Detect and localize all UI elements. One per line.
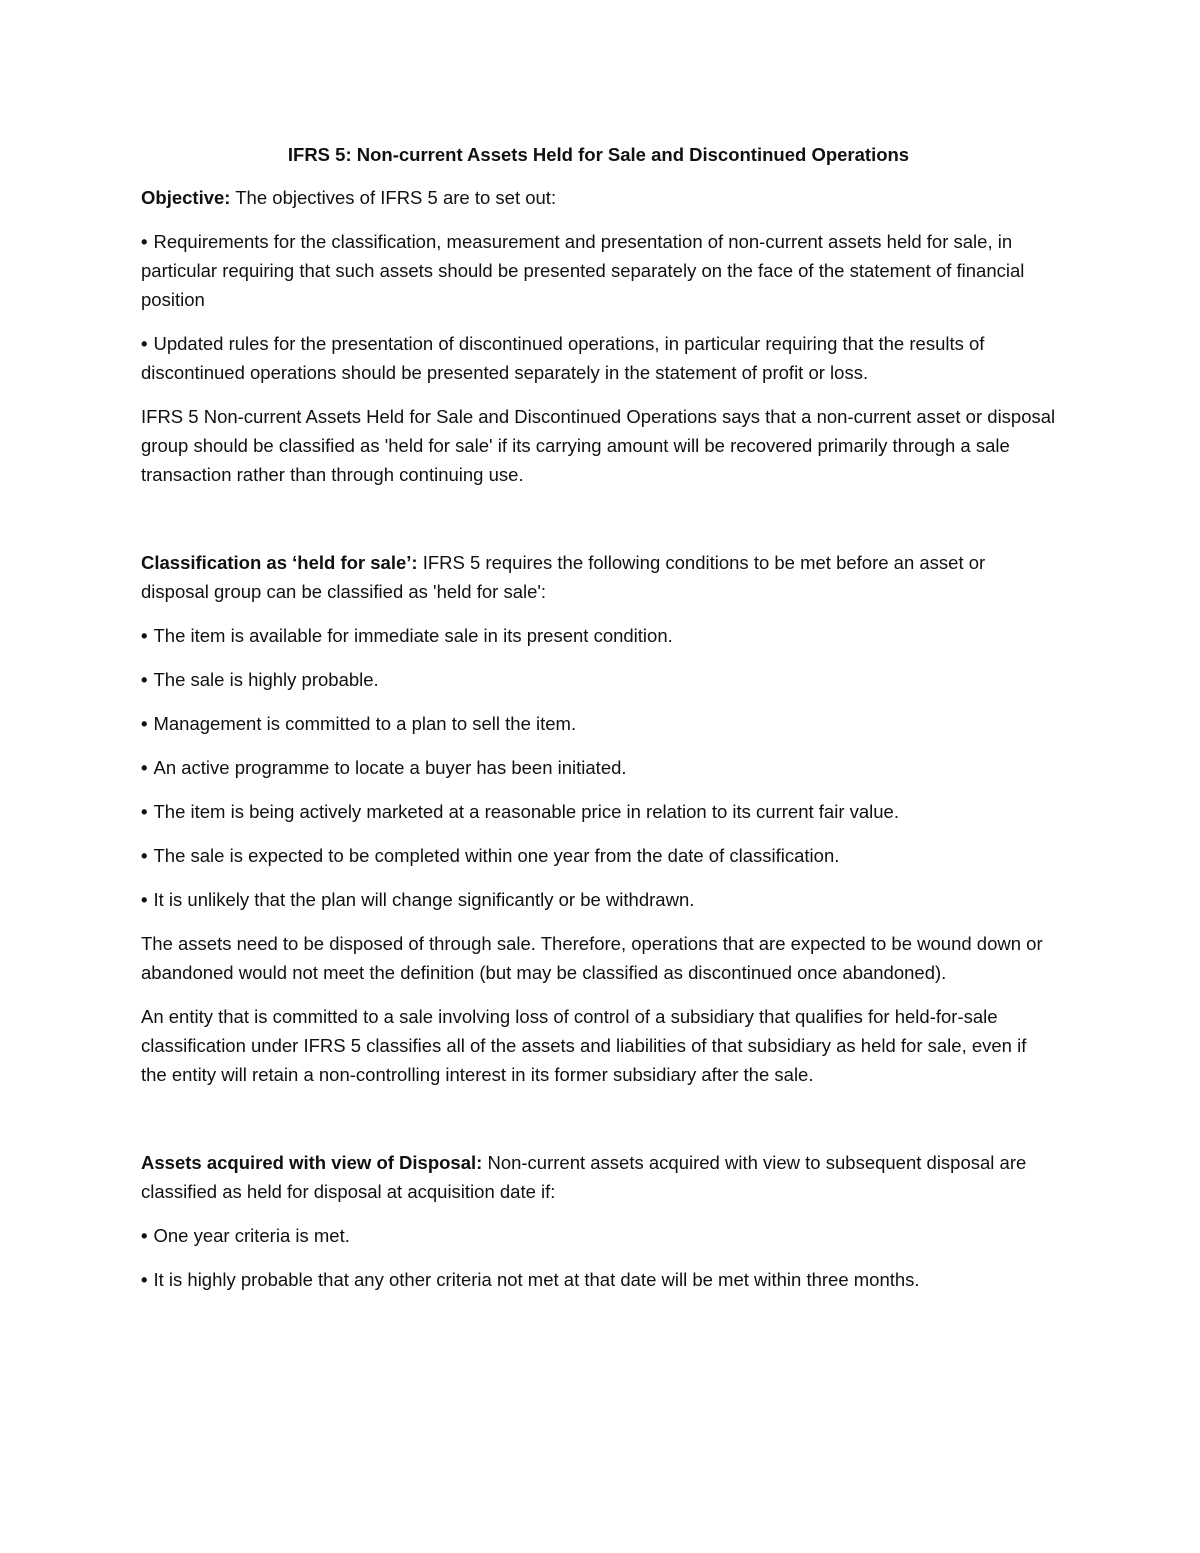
classification-intro xyxy=(141,548,1056,606)
classification-bullet-1: • The item is available for immediate sale in its present condition. xyxy=(141,621,1056,650)
document-title: IFRS 5: Non-current Assets Held for Sale and Discontinued Operations xyxy=(287,144,910,165)
classification-bullet-7: • It is unlikely that the plan will change significantly or be withdrawn. xyxy=(141,885,1056,914)
acquired-bullet-1: • One year criteria is met. xyxy=(141,1221,1056,1250)
document-page xyxy=(141,140,1056,1309)
classification-bullet-2: • The sale is highly probable. xyxy=(141,665,1056,694)
classification-paragraph-1: The assets need to be disposed of through sale. Therefore, operations that are expected to be wound down or abandoned would not meet the definition (but may be classified as discontinued once abandoned). xyxy=(141,933,1043,983)
objective-bullet-1: • Requirements for the classification, measurement and presentation of non-current assets held for sale, in particular requiring that such assets should be presented separately on the face of the statement of financial position xyxy=(141,227,1056,314)
section-spacer xyxy=(141,504,1056,548)
objective-intro xyxy=(141,183,1056,212)
objective-bullet-2: • Updated rules for the presentation of discontinued operations, in particular requiring that the results of discontinued operations should be presented separately in the statement of profit or loss. xyxy=(141,329,1056,387)
acquired-label: Assets acquired with view of Disposal: xyxy=(141,1152,483,1173)
classification-paragraph-2: An entity that is committed to a sale involving loss of control of a subsidiary that qualifies for held-for-sale classification under IFRS 5 classifies all of the assets and liabilities of that subsidiary as held for sale, even if the entity will retain a non-controlling interest in its former subsidiary after the sale. xyxy=(141,1006,1027,1085)
classification-bullet-3: • Management is committed to a plan to sell the item. xyxy=(141,709,1056,738)
objective-text: The objectives of IFRS 5 are to set out: xyxy=(230,187,557,208)
classification-bullet-5: • The item is being actively marketed at a reasonable price in relation to its current fair value. xyxy=(141,797,1056,826)
acquired-text: Non-current assets acquired with view to subsequent disposal are classified as held for disposal at acquisition date if: xyxy=(141,1152,1027,1202)
classification-bullet-4: • An active programme to locate a buyer has been initiated. xyxy=(141,753,1056,782)
classification-bullet-6: • The sale is expected to be completed within one year from the date of classification. xyxy=(141,841,1056,870)
classification-text: IFRS 5 requires the following conditions to be met before an asset or disposal group can be classified as 'held for sale': xyxy=(141,552,986,602)
classification-label: Classification as ‘held for sale’: xyxy=(141,552,418,573)
section-spacer xyxy=(141,1104,1056,1148)
objective-paragraph: IFRS 5 Non-current Assets Held for Sale and Discontinued Operations says that a non-current asset or disposal group should be classified as 'held for sale' if its carrying amount will be recovered primarily through a sale transaction rather than through continuing use. xyxy=(141,406,1056,485)
acquired-bullet-2: • It is highly probable that any other criteria not met at that date will be met within three months. xyxy=(141,1265,1056,1294)
acquired-intro xyxy=(141,1148,1056,1206)
objective-label: Objective: xyxy=(141,187,231,208)
